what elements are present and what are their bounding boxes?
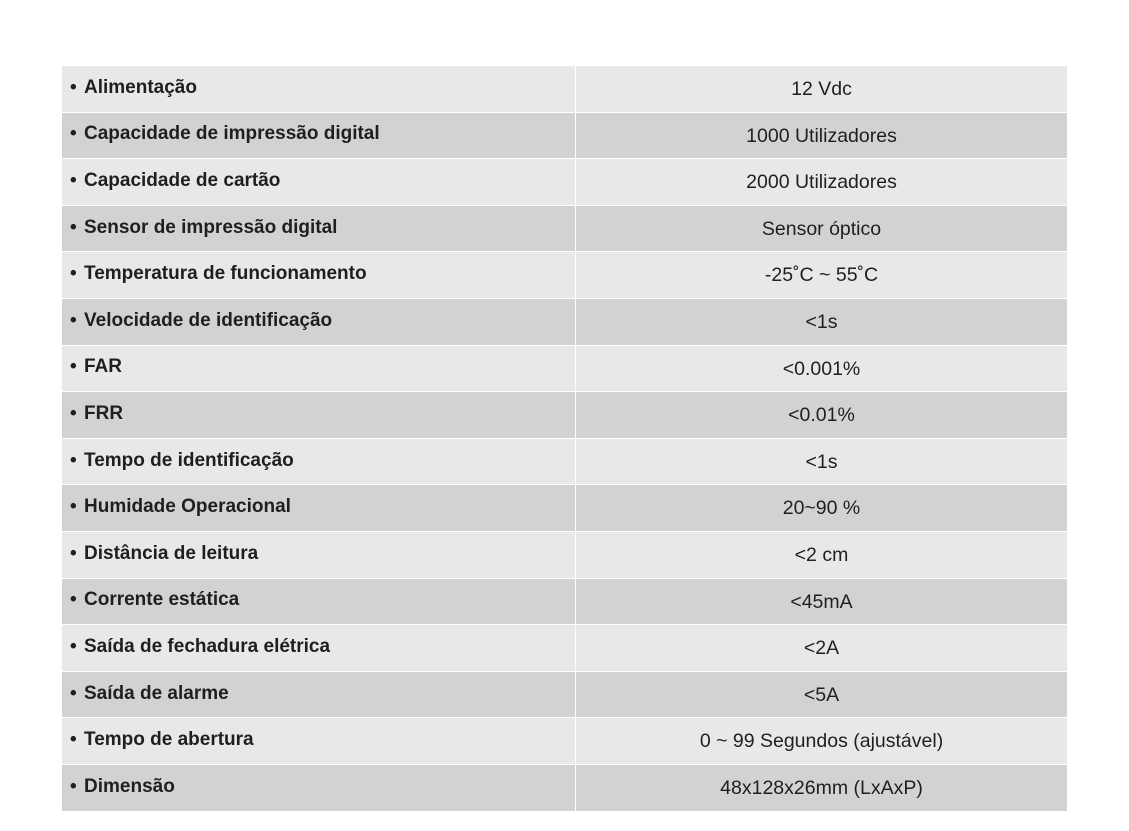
spec-label: Saída de fechadura elétrica <box>84 635 331 657</box>
spec-label-cell <box>62 159 576 206</box>
spec-row <box>62 671 1067 718</box>
spec-value: -25˚C ~ 55˚C <box>576 252 1068 299</box>
specifications-body <box>62 66 1067 811</box>
spec-row <box>62 625 1067 672</box>
spec-label: Corrente estática <box>84 589 240 611</box>
spec-value: <0.001% <box>576 345 1068 392</box>
spec-row <box>62 345 1067 392</box>
spec-value: 0 ~ 99 Segundos (ajustável) <box>576 718 1068 765</box>
spec-label-cell <box>62 671 576 718</box>
spec-value: <0.01% <box>576 392 1068 439</box>
spec-row <box>62 205 1067 252</box>
spec-label-cell <box>62 485 576 532</box>
spec-label: Sensor de impressão digital <box>84 216 338 238</box>
spec-value: 12 Vdc <box>576 66 1068 112</box>
spec-value: <2 cm <box>576 531 1068 578</box>
spec-label: Capacidade de impressão digital <box>84 123 380 145</box>
spec-value: 48x128x26mm (LxAxP) <box>576 764 1068 811</box>
spec-label: Tempo de identificação <box>84 449 294 471</box>
bullet-icon: • <box>70 216 77 238</box>
spec-label-cell <box>62 205 576 252</box>
spec-label-cell <box>62 112 576 159</box>
bullet-icon: • <box>70 496 77 518</box>
bullet-icon: • <box>70 356 77 378</box>
spec-label-cell <box>62 718 576 765</box>
spec-row <box>62 159 1067 206</box>
bullet-icon: • <box>70 729 77 751</box>
spec-label: Alimentação <box>84 76 197 98</box>
spec-label-cell <box>62 392 576 439</box>
spec-label: Tempo de abertura <box>84 729 254 751</box>
spec-label-cell <box>62 298 576 345</box>
spec-label: FRR <box>84 402 124 424</box>
bullet-icon: • <box>70 682 77 704</box>
spec-value: <45mA <box>576 578 1068 625</box>
spec-value: 20~90 % <box>576 485 1068 532</box>
bullet-icon: • <box>70 589 77 611</box>
spec-row <box>62 764 1067 811</box>
bullet-icon: • <box>70 263 77 285</box>
bullet-icon: • <box>70 449 77 471</box>
bullet-icon: • <box>70 542 77 564</box>
spec-label: Distância de leitura <box>84 542 259 564</box>
spec-label: FAR <box>84 356 122 378</box>
spec-value: <2A <box>576 625 1068 672</box>
spec-value: 1000 Utilizadores <box>576 112 1068 159</box>
spec-row <box>62 392 1067 439</box>
spec-label: Capacidade de cartão <box>84 169 281 191</box>
bullet-icon: • <box>70 169 77 191</box>
spec-label-cell <box>62 531 576 578</box>
spec-label: Humidade Operacional <box>84 496 291 518</box>
spec-label-cell <box>62 764 576 811</box>
specifications-table <box>62 66 1067 812</box>
bullet-icon: • <box>70 402 77 424</box>
spec-label-cell <box>62 66 576 112</box>
spec-value: <5A <box>576 671 1068 718</box>
spec-row <box>62 252 1067 299</box>
bullet-icon: • <box>70 76 77 98</box>
spec-row <box>62 578 1067 625</box>
spec-value: <1s <box>576 298 1068 345</box>
spec-row <box>62 298 1067 345</box>
bullet-icon: • <box>70 309 77 331</box>
spec-value: Sensor óptico <box>576 205 1068 252</box>
bullet-icon: • <box>70 123 77 145</box>
spec-label-cell <box>62 252 576 299</box>
bullet-icon: • <box>70 775 77 797</box>
spec-label-cell <box>62 345 576 392</box>
spec-label-cell <box>62 578 576 625</box>
spec-row <box>62 66 1067 112</box>
spec-row <box>62 485 1067 532</box>
spec-label: Saída de alarme <box>84 682 229 704</box>
spec-label-cell <box>62 438 576 485</box>
spec-label-cell <box>62 625 576 672</box>
spec-row <box>62 718 1067 765</box>
spec-label: Velocidade de identificação <box>84 309 333 331</box>
spec-row <box>62 438 1067 485</box>
spec-value: 2000 Utilizadores <box>576 159 1068 206</box>
spec-row <box>62 531 1067 578</box>
spec-row <box>62 112 1067 159</box>
spec-value: <1s <box>576 438 1068 485</box>
spec-label: Temperatura de funcionamento <box>84 263 367 285</box>
spec-label: Dimensão <box>84 775 175 797</box>
bullet-icon: • <box>70 635 77 657</box>
